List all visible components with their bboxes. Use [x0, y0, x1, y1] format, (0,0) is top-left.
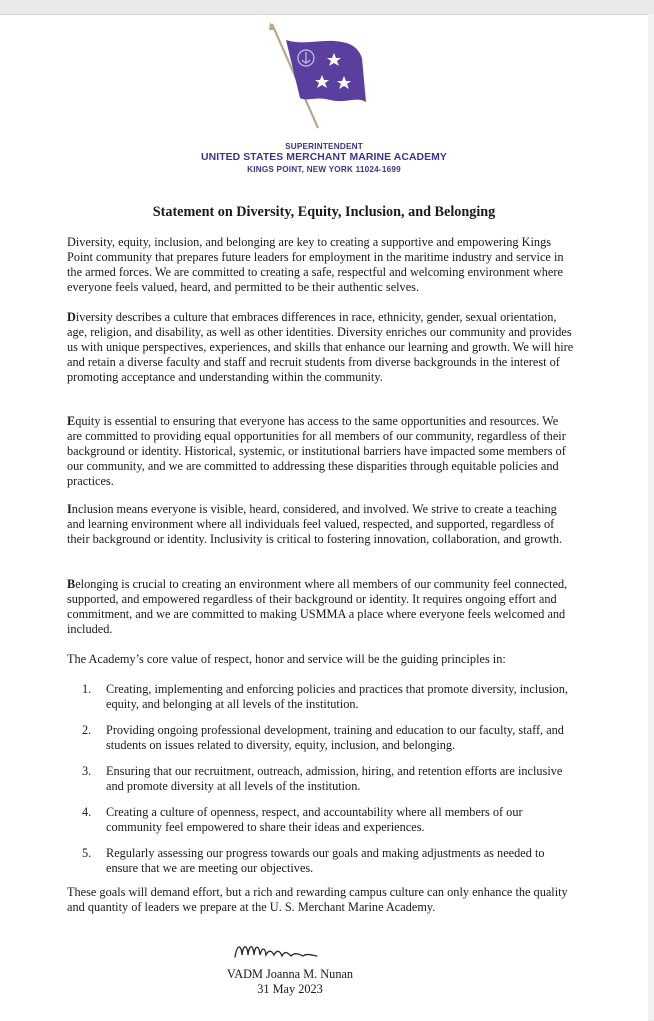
letterhead-institution: UNITED STATES MERCHANT MARINE ACADEMY — [201, 152, 447, 163]
core-value-paragraph — [67, 652, 576, 667]
inclusion-initial: I — [67, 502, 72, 516]
belonging-initial: B — [67, 577, 76, 591]
closing-paragraph — [67, 885, 576, 915]
equity-text: quity is essential to ensuring that everyone has access to the same opportunities and resources. We are committed to providing equal opportunities for all members of our community, regardless of their background or identity. Historical, systemic, or institutional barriers have impacted some members of our community, and we are committed to addressing these disparities through equitable policies and practices. — [67, 414, 566, 488]
three-star-flag-icon — [260, 22, 380, 132]
closing-text: These goals will demand effort, but a rich and rewarding campus culture can only enhance the quality and quantity of leaders we prepare at the U. S. Merchant Marine Academy. — [67, 885, 568, 914]
letterhead-address: KINGS POINT, NEW YORK 11024-1699 — [247, 165, 401, 174]
list-item — [82, 764, 574, 794]
diversity-text: iversity describes a culture that embraces differences in race, ethnicity, gender, sexual orientation, age, religion, and disability, as well as other identities. Diversity enriches our community and provides us with unique perspectives, experiences, and skills that enhance our learning and growth. We will hire and retain a diverse faculty and staff and recruit students from diverse backgrounds in the interest of promoting acceptance and understanding within the community. — [67, 310, 574, 384]
list-number: 4. — [82, 805, 92, 819]
list-number: 5. — [82, 846, 92, 860]
list-text: Creating a culture of openness, respect, and accountability where all members of our community feel empowered to share their ideas and experiences. — [106, 805, 523, 834]
equity-initial: E — [67, 414, 76, 428]
list-text: Ensuring that our recruitment, outreach, admission, hiring, and retention efforts are inclusive and promote diversity at all levels of the institution. — [106, 764, 563, 793]
equity-paragraph — [67, 414, 576, 489]
letterhead — [0, 141, 648, 175]
diversity-initial: D — [67, 310, 76, 324]
handwritten-signature — [225, 935, 335, 965]
list-text: Providing ongoing professional development, training and education to our faculty, staff, and students on issues related to diversity, equity, inclusion, and belonging. — [106, 723, 564, 752]
core-value-text: The Academy’s core value of respect, honor and service will be the guiding principles in: — [67, 652, 506, 666]
belonging-text: elonging is crucial to creating an environment where all members of our community feel connected, supported, and empowered regardless of their background or identity. It requires ongoing effort and commitment, and we are committed to making USMMA a place where everyone feels welcomed and included. — [67, 577, 568, 636]
scrollbar[interactable] — [648, 14, 654, 1020]
signer-name: VADM Joanna M. Nunan — [226, 967, 354, 981]
intro-text: Diversity, equity, inclusion, and belonging are key to creating a supportive and empowering Kings Point community that prepares future leaders for employment in the maritime industry and service in the armed forces. We are committed to creating a safe, respectful and welcoming environment where everyone feels valued, heard, and permitted to be their authentic selves. — [67, 235, 564, 294]
signature-date: 31 May 2023 — [257, 982, 323, 996]
list-item — [82, 805, 574, 835]
list-item — [82, 846, 574, 876]
diversity-paragraph — [67, 310, 576, 385]
signature-block — [0, 967, 580, 997]
list-text: Creating, implementing and enforcing policies and practices that promote diversity, inclusion, equity, and belonging at all levels of the institution. — [106, 682, 568, 711]
list-number: 1. — [82, 682, 92, 696]
list-item — [82, 682, 574, 712]
list-number: 3. — [82, 764, 92, 778]
list-number: 2. — [82, 723, 92, 737]
list-item — [82, 723, 574, 753]
inclusion-text: nclusion means everyone is visible, heard, considered, and involved. We strive to create a teaching and learning environment where all individuals feel valued, respected, and supported, regardless of their background or identity. Inclusivity is critical to fostering innovation, collaboration, and growth. — [67, 502, 563, 546]
list-text: Regularly assessing our progress towards our goals and making adjustments as needed to ensure that we are meeting our objectives. — [106, 846, 545, 875]
document-title: Statement on Diversity, Equity, Inclusion, and Belonging — [152, 204, 496, 220]
letterhead-office: SUPERINTENDENT — [285, 142, 363, 151]
inclusion-paragraph — [67, 502, 576, 547]
intro-paragraph — [67, 235, 576, 295]
belonging-paragraph — [67, 577, 576, 637]
